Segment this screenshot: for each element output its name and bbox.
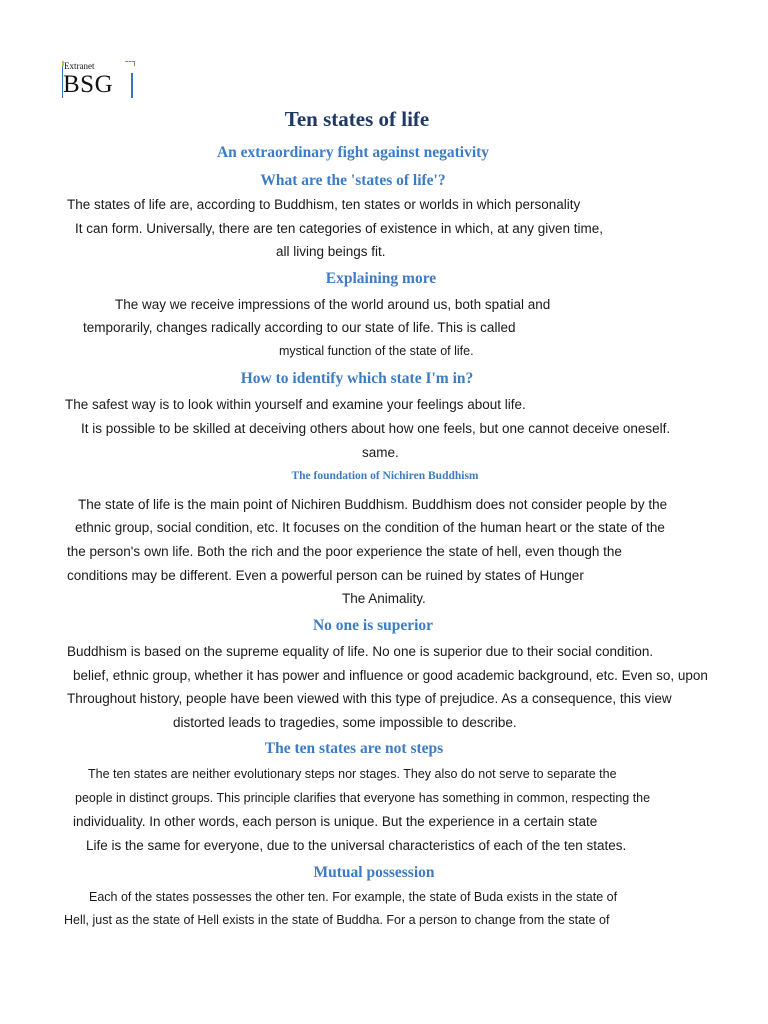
body-line: The safest way is to look within yourself and examine your feelings about life.	[65, 397, 526, 412]
section-heading: How to identify which state I'm in?	[240, 370, 474, 387]
body-line: The way we receive impressions of the world around us, both spatial and	[115, 297, 551, 312]
body-line: individuality. In other words, each person is unique. But the experience in a certain state	[73, 814, 598, 829]
section-heading: Explaining more	[325, 270, 437, 287]
body-line: Life is the same for everyone, due to the universal characteristics of each of the ten states.	[86, 838, 627, 853]
section-heading: No one is superior	[312, 617, 434, 634]
body-line: belief, ethnic group, whether it has power and influence or good academic background, etc. Even so, upon	[73, 668, 708, 683]
section-heading: The foundation of Nichiren Buddhism	[291, 470, 479, 482]
document-subtitle: An extraordinary fight against negativity	[216, 144, 490, 161]
body-line: It can form. Universally, there are ten categories of existence in which, at any given time,	[75, 221, 603, 236]
body-line: temporarily, changes radically according to our state of life. This is called	[83, 320, 516, 335]
body-line: distorted leads to tragedies, some impossible to describe.	[173, 715, 517, 730]
body-line: same.	[362, 445, 399, 460]
bsg-logo	[62, 60, 136, 100]
body-line: Throughout history, people have been viewed with this type of prejudice. As a consequence, this view	[67, 691, 672, 706]
logo-corner-mark	[125, 61, 135, 66]
body-line: conditions may be different. Even a powerful person can be ruined by states of Hunger	[67, 568, 584, 583]
body-line: The state of life is the main point of Nichiren Buddhism. Buddhism does not consider people by the	[78, 497, 668, 512]
body-line: people in distinct groups. This principle clarifies that everyone has something in common, respecting the	[75, 791, 651, 805]
body-line: Hell, just as the state of Hell exists in the state of Buddha. For a person to change from the state of	[64, 913, 610, 927]
body-line: the person's own life. Both the rich and the poor experience the state of hell, even though the	[67, 544, 622, 559]
body-line: Each of the states possesses the other ten. For example, the state of Buda exists in the state of	[89, 890, 618, 904]
body-line: The states of life are, according to Buddhism, ten states or worlds in which personality	[67, 197, 581, 212]
section-heading: Mutual possession	[313, 864, 435, 881]
section-heading: The ten states are not steps	[264, 740, 444, 757]
logo-name: BSG	[63, 71, 114, 98]
document-title: Ten states of life	[284, 107, 430, 131]
body-line: It is possible to be skilled at deceiving others about how one feels, but one cannot deceive oneself.	[81, 421, 671, 436]
logo-tag: Extranet	[64, 61, 95, 71]
body-line: ethnic group, social condition, etc. It focuses on the condition of the human heart or the state of the	[75, 520, 665, 535]
body-line: The ten states are neither evolutionary steps nor stages. They also do not serve to separate the	[88, 767, 617, 781]
logo-right-bar	[131, 73, 133, 98]
body-line: Buddhism is based on the supreme equality of life. No one is superior due to their social condition.	[67, 644, 654, 659]
body-line: mystical function of the state of life.	[279, 344, 474, 358]
body-line: all living beings fit.	[276, 244, 386, 259]
section-heading: What are the 'states of life'?	[260, 172, 446, 189]
body-line: The Animality.	[342, 591, 426, 606]
